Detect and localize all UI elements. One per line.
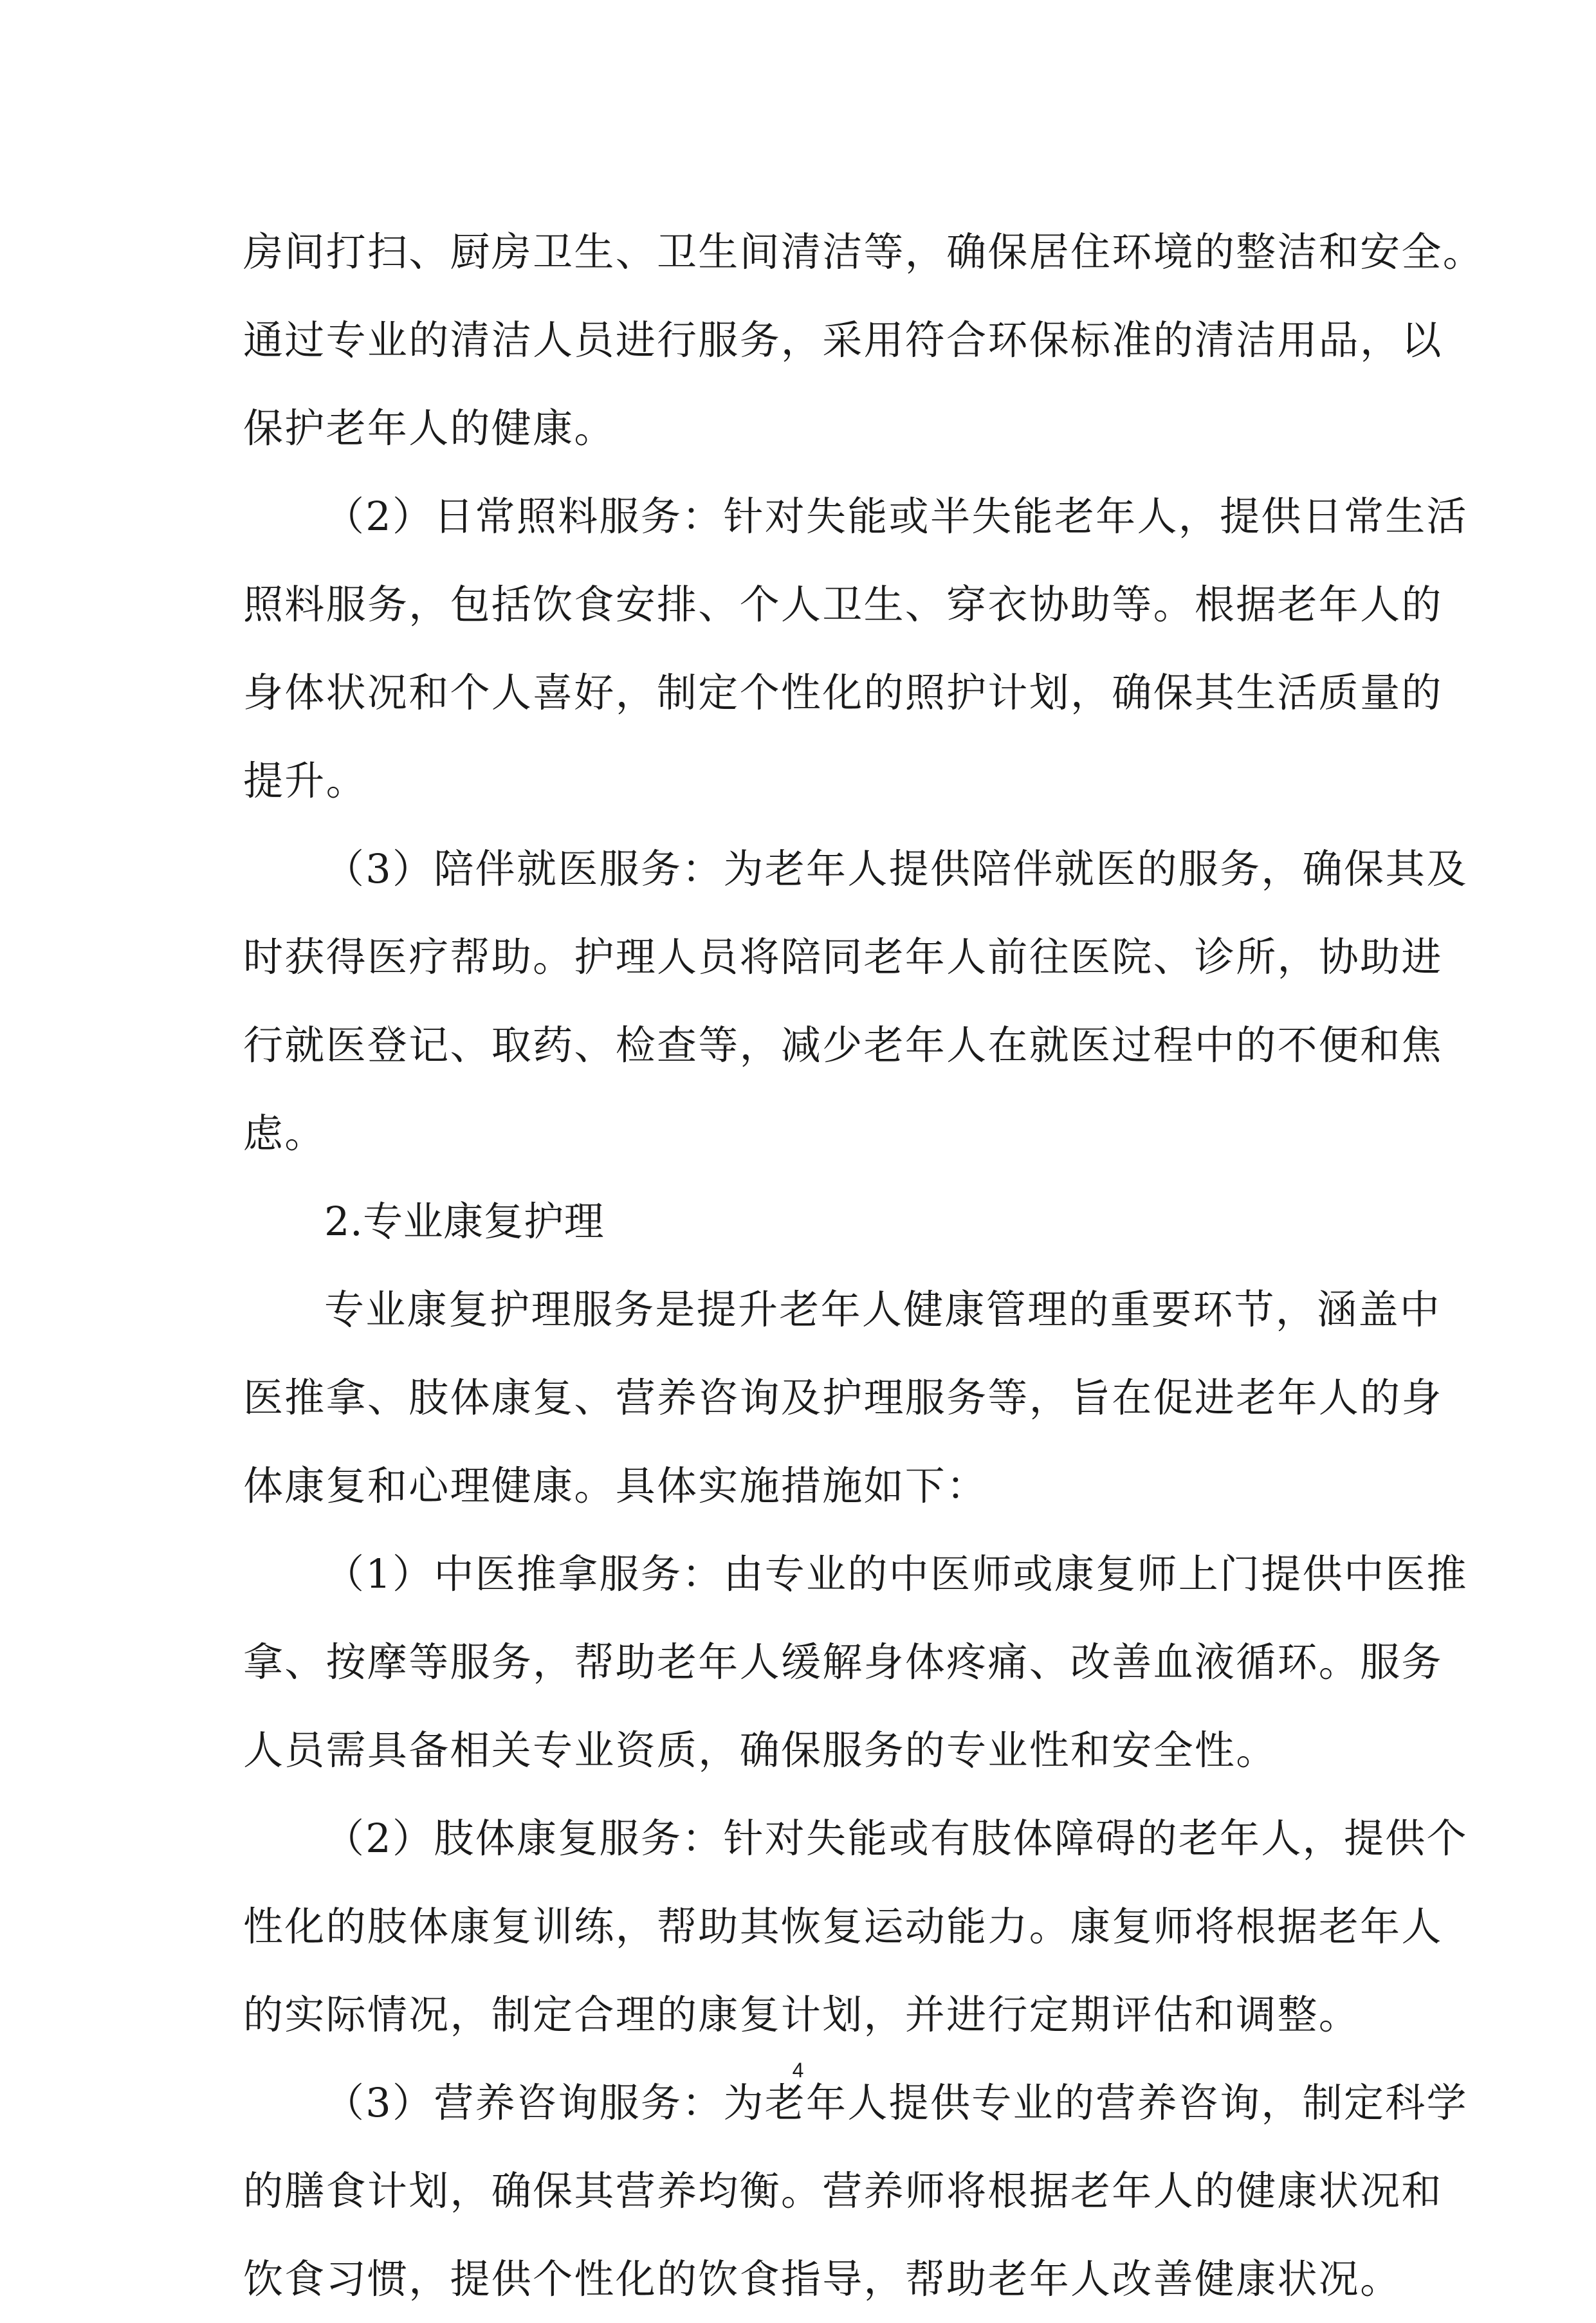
page-number: 4 [792,2059,804,2082]
text-line: 通过专业的清洁人员进行服务，采用符合环保标准的清洁用品，以 [243,317,1443,363]
text-line: 人员需具备相关专业资质，确保服务的专业性和安全性。 [243,1727,1278,1774]
text-line: 饮食习惯，提供个性化的饮食指导，帮助老年人改善健康状况。 [243,2255,1402,2302]
text-line: 房间打扫、厨房卫生、卫生间清洁等，确保居住环境的整洁和安全。 [243,228,1485,275]
text-line: （3）陪伴就医服务：为老年人提供陪伴就医的服务，确保其及 [324,845,1468,892]
text-line: 性化的肢体康复训练，帮助其恢复运动能力。康复师将根据老年人 [243,1903,1443,1950]
text-line: （2）日常照料服务：针对失能或半失能老年人，提供日常生活 [324,493,1468,540]
text-line: 行就医登记、取药、检查等，减少老年人在就医过程中的不便和焦 [243,1022,1443,1069]
text-line: 保护老年人的健康。 [243,405,616,452]
text-line: 的膳食计划，确保其营养均衡。营养师将根据老年人的健康状况和 [243,2167,1443,2214]
text-line: 拿、按摩等服务，帮助老年人缓解身体疼痛、改善血液循环。服务 [243,1639,1443,1685]
text-line: （1）中医推拿服务：由专业的中医师或康复师上门提供中医推 [324,1550,1468,1597]
document-body [243,208,1485,2323]
text-line: 医推拿、肢体康复、营养咨询及护理服务等，旨在促进老年人的身 [243,1374,1443,1421]
section-heading: 2.专业康复护理 [324,1198,605,1245]
text-line: 提升。 [243,757,367,804]
text-line: 虑。 [243,1110,326,1157]
text-line: 专业康复护理服务是提升老年人健康管理的重要环节，涵盖中 [324,1286,1442,1333]
text-line: 体康复和心理健康。具体实施措施如下： [243,1462,988,1509]
text-line: （3）营养咨询服务：为老年人提供专业的营养咨询，制定科学 [324,2079,1468,2126]
text-line: 的实际情况，制定合理的康复计划，并进行定期评估和调整。 [243,1991,1361,2038]
text-line: 身体状况和个人喜好，制定个性化的照护计划，确保其生活质量的 [243,669,1443,716]
text-line: （2）肢体康复服务：针对失能或有肢体障碍的老年人，提供个 [324,1815,1468,1862]
text-line: 照料服务，包括饮食安排、个人卫生、穿衣协助等。根据老年人的 [243,581,1443,628]
text-line: 时获得医疗帮助。护理人员将陪同老年人前往医院、诊所，协助进 [243,933,1443,980]
